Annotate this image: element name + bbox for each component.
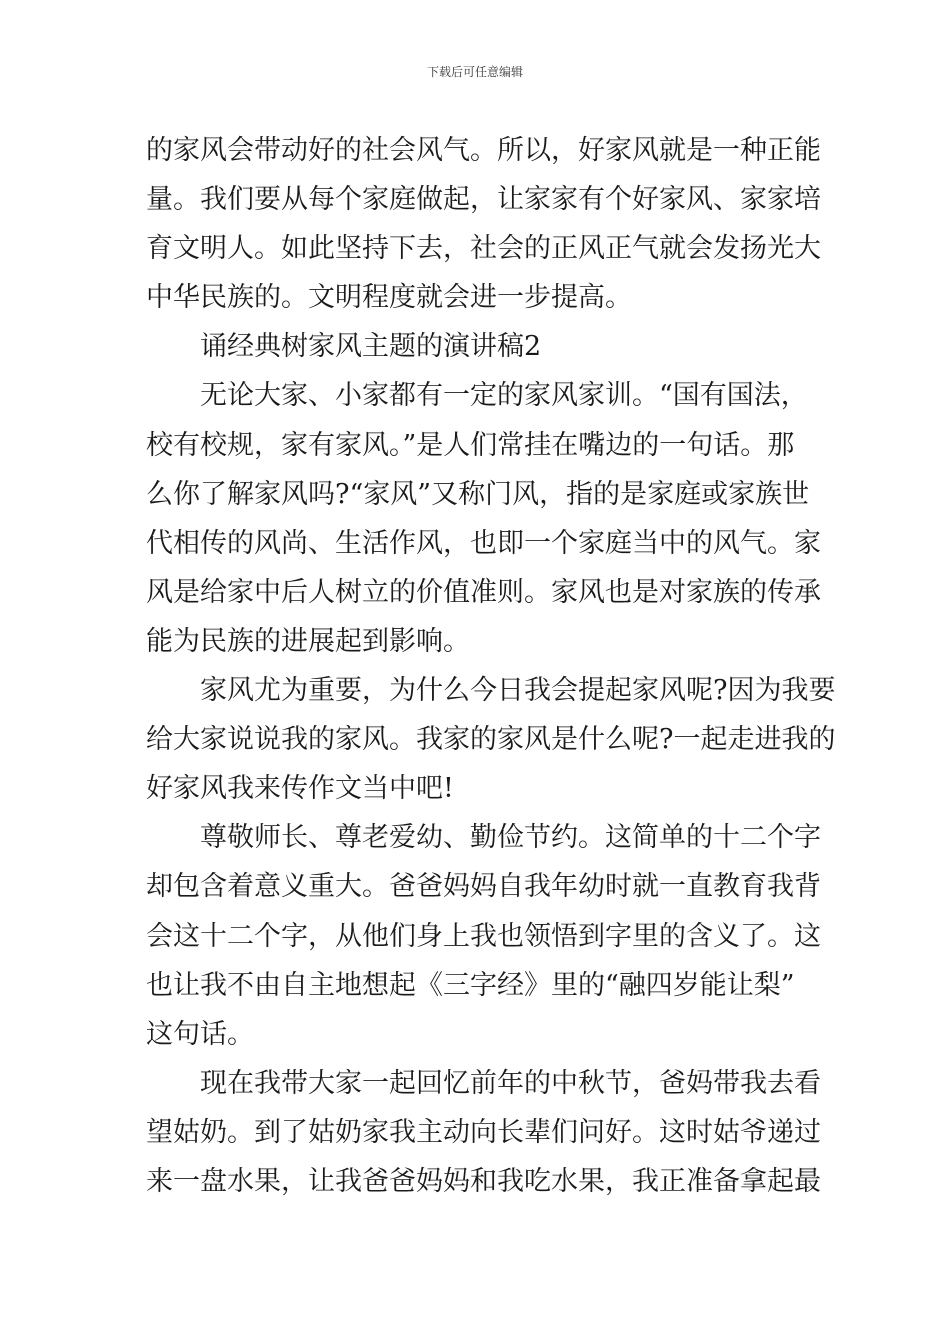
text-line: 风是给家中后人树立的价值准则。家风也是对家族的传承 [146,576,821,608]
text-line: 中华民族的。文明程度就会进一步提高。 [146,282,632,314]
text-line: 的家风会带动好的社会风气。所以，好家风就是一种正能 [146,135,821,166]
text-line: 校有校规，家有家风。”是人们常挂在嘴边的一句话。那 [146,429,795,461]
page-header: 下载后可任意编辑 [426,65,523,79]
text-line: 么你了解家风吗?“家风”又称门风，指的是家庭或家族世 [146,478,810,510]
text-line: 代相传的风尚、生活作风，也即一个家庭当中的风气。家 [146,527,821,559]
text-line: 尊敬师长、尊老爱幼、勤俭节约。这简单的十二个字 [200,822,821,854]
text-line: 家风尤为重要，为什么今日我会提起家风呢?因为我要 [200,675,836,707]
text-line: 却包含着意义重大。爸爸妈妈自我年幼时就一直教育我背 [146,871,821,903]
text-line: 量。我们要从每个家庭做起，让家家有个好家风、家家培 [146,184,821,216]
text-line: 现在我带大家一起回忆前年的中秋节，爸妈带我去看 [200,1067,821,1099]
text-line: 也让我不由自主地想起《三字经》里的“融四岁能让梨” [146,969,795,1001]
text-line: 好家风我来传作文当中吧! [146,773,454,805]
text-line: 无论大家、小家都有一定的家风家训。“国有国法， [200,380,808,412]
text-line: 能为民族的进展起到影响。 [146,625,470,657]
text-line: 会这十二个字，从他们身上我也领悟到字里的含义了。这 [146,920,821,952]
section-heading: 诵经典树家风主题的演讲稿2 [200,331,542,363]
document-body [146,126,836,1206]
text-line: 来一盘水果，让我爸爸妈妈和我吃水果，我正准备拿起最 [146,1165,821,1197]
text-line: 这句话。 [146,1018,254,1050]
text-line: 给大家说说我的家风。我家的家风是什么呢?一起走进我的 [146,724,836,756]
text-line: 望姑奶。到了姑奶家我主动向长辈们问好。这时姑爷递过 [146,1116,821,1148]
text-line: 育文明人。如此坚持下去，社会的正风正气就会发扬光大 [146,233,821,265]
